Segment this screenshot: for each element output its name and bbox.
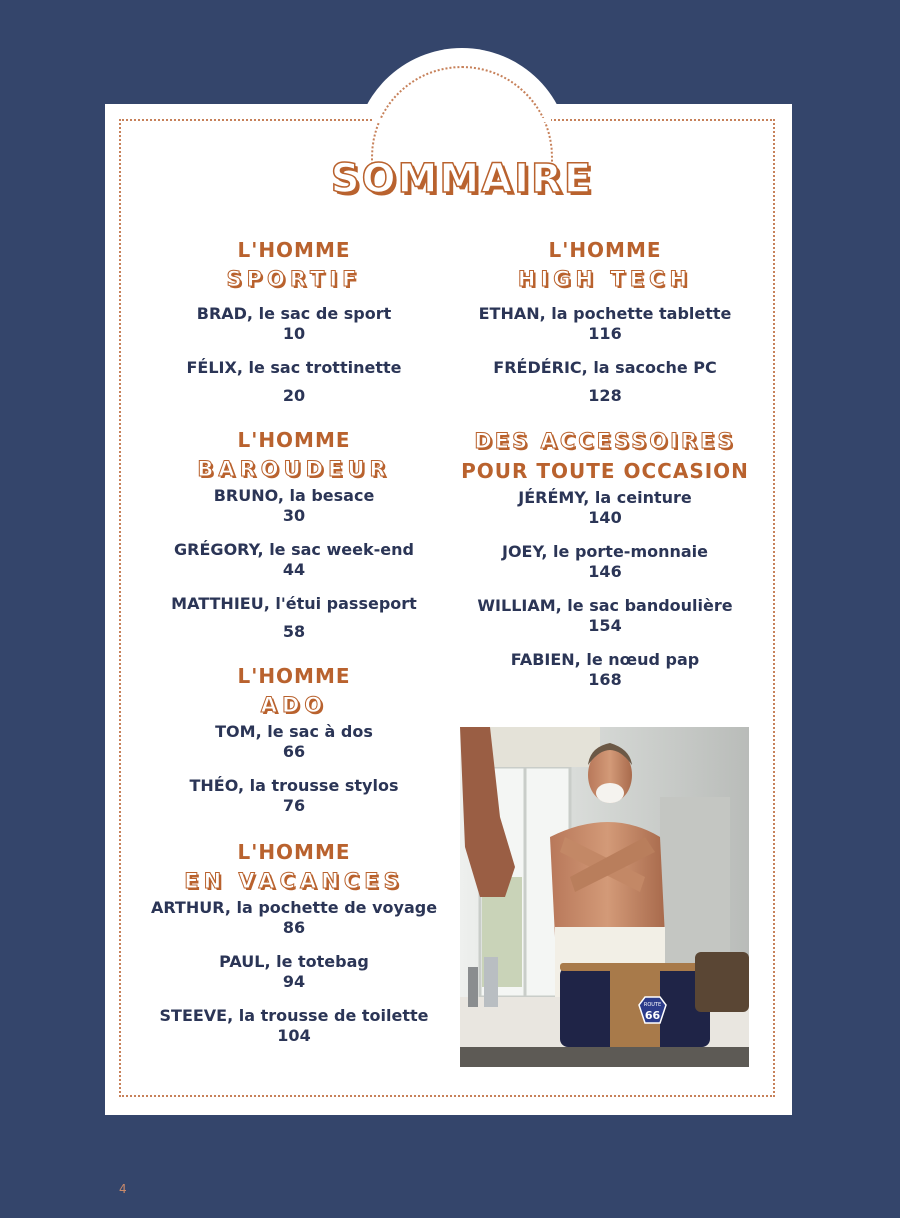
badge-text: ROUTE xyxy=(643,1002,662,1008)
toc-entry-page: 20 xyxy=(282,386,306,405)
section-heading-line2: HIGH TECH xyxy=(517,267,693,291)
toc-entry-label: ARTHUR, la pochette de voyage xyxy=(150,898,438,917)
section-heading-line2: EN VACANCES xyxy=(184,869,404,893)
section-heading-line1: L'HOMME xyxy=(237,840,351,864)
section-heading-line2: BAROUDEUR xyxy=(197,457,391,481)
toc-entry-page: 116 xyxy=(588,324,622,343)
toc-entry-page: 94 xyxy=(282,972,306,991)
toc-entry[interactable] xyxy=(129,776,459,816)
toc-entry-page: 58 xyxy=(282,622,306,641)
toc-entry-page: 140 xyxy=(588,508,622,527)
badge-number: 66 xyxy=(644,1009,661,1022)
toc-entry-label: FABIEN, le nœud pap xyxy=(510,650,700,669)
toc-entry-page: 128 xyxy=(588,386,622,405)
toc-section xyxy=(440,236,770,294)
toc-entry-page: 66 xyxy=(282,742,306,761)
toc-section xyxy=(129,838,459,896)
toc-entry-label: FRÉDÉRIC, la sacoche PC xyxy=(493,358,717,377)
toc-entry-label: GRÉGORY, le sac week-end xyxy=(174,540,414,559)
section-heading-line2: ADO xyxy=(260,693,328,717)
toc-entry-label: BRAD, le sac de sport xyxy=(196,304,392,323)
page-number: 4 xyxy=(119,1182,127,1196)
toc-entry[interactable] xyxy=(129,898,459,938)
toc-entry-page: 44 xyxy=(282,560,306,579)
toc-section xyxy=(440,426,770,486)
toc-entry[interactable] xyxy=(129,594,459,642)
toc-entry[interactable] xyxy=(440,650,770,690)
section-heading-line2: SPORTIF xyxy=(226,267,362,291)
toc-section xyxy=(129,662,459,720)
toc-entry[interactable] xyxy=(440,304,770,344)
toc-entry-label: BRUNO, la besace xyxy=(213,486,375,505)
toc-entry-label: TOM, le sac à dos xyxy=(215,722,373,741)
toc-section xyxy=(129,426,459,484)
bathroom-photo xyxy=(460,727,749,1067)
toc-left-column xyxy=(129,236,459,1046)
toc-entry[interactable] xyxy=(129,722,459,762)
toc-entry[interactable] xyxy=(129,540,459,580)
section-heading-line1: L'HOMME xyxy=(237,664,351,688)
arch-joint xyxy=(373,118,551,122)
toc-entry[interactable] xyxy=(129,952,459,992)
toc-entry-page: 168 xyxy=(588,670,622,689)
toc-entry-page: 30 xyxy=(282,506,306,525)
toc-entry-label: STEEVE, la trousse de toilette xyxy=(159,1006,429,1025)
toc-entry-label: FÉLIX, le sac trottinette xyxy=(186,358,402,377)
toc-entry-page: 86 xyxy=(282,918,306,937)
toc-section xyxy=(129,236,459,294)
toc-entry-label: THÉO, la trousse stylos xyxy=(189,776,399,795)
toc-entry-label: JOEY, le porte-monnaie xyxy=(501,542,709,561)
toc-entry-page: 10 xyxy=(282,324,306,343)
photo-illustration xyxy=(460,727,749,1067)
toc-entry[interactable] xyxy=(129,304,459,344)
toc-entry-label: MATTHIEU, l'étui passeport xyxy=(171,594,417,613)
toc-entry[interactable] xyxy=(440,488,770,528)
toc-entry-page: 76 xyxy=(282,796,306,815)
toc-entry[interactable] xyxy=(129,1006,459,1046)
toc-entry[interactable] xyxy=(129,358,459,406)
section-heading-line1: L'HOMME xyxy=(237,428,351,452)
toc-entry-page: 154 xyxy=(588,616,622,635)
section-heading-line2: POUR TOUTE OCCASION xyxy=(461,459,749,483)
toc-entry-label: WILLIAM, le sac bandoulière xyxy=(477,596,733,615)
toc-entry-page: 104 xyxy=(277,1026,311,1045)
section-heading-line1: L'HOMME xyxy=(237,238,351,262)
toc-entry-label: PAUL, le totebag xyxy=(219,952,369,971)
section-heading-line1: L'HOMME xyxy=(548,238,662,262)
toc-entry-label: JÉRÉMY, la ceinture xyxy=(518,488,692,507)
section-heading-line1: DES ACCESSOIRES xyxy=(474,429,736,453)
page-title: SOMMAIRE xyxy=(330,156,594,202)
toc-entry[interactable] xyxy=(440,358,770,406)
toc-right-column xyxy=(440,236,770,690)
toc-entry[interactable] xyxy=(129,486,459,526)
toc-entry[interactable] xyxy=(440,596,770,636)
toc-entry-label: ETHAN, la pochette tablette xyxy=(478,304,732,323)
toc-entry[interactable] xyxy=(440,542,770,582)
toc-entry-page: 146 xyxy=(588,562,622,581)
